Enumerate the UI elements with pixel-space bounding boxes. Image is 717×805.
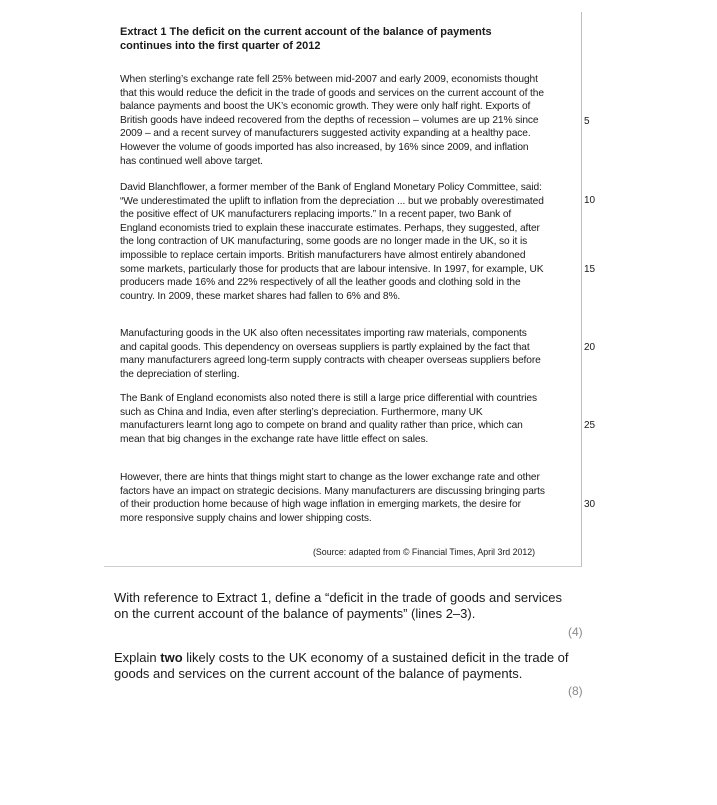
question-1-marks: (4): [568, 625, 583, 639]
source-citation: (Source: adapted from © Financial Times, April 3rd 2012): [313, 547, 536, 557]
question-2-marks: (8): [568, 684, 583, 698]
line-number-25: 25: [584, 420, 596, 431]
question-2-emphasis: two: [160, 650, 183, 665]
extract-paragraph-1: When sterling’s exchange rate fell 25% between mid-2007 and early 2009, economists thought that this would reduce the deficit in the trade of goods and services on the current account of the balance payments and boost the UK’s economic growth. They were only half right. Exports of British goods have indeed recovered from the depths of recession – volumes are up 21% since 2009 – and a recent survey of manufacturers suggested activity expanding at a healthy pace. However the volume of goods imported has also increased, by 16% since 2009, and inflation has continued well above target.: [120, 74, 544, 167]
extract-title: Extract 1 The deficit on the current account of the balance of payments continues into the first quarter of 2012: [120, 26, 492, 52]
line-number-5: 5: [584, 116, 590, 127]
extract-paragraph-5: However, there are hints that things might start to change as the lower exchange rate and other factors have an impact on strategic decisions. Many manufacturers are discussing bringing parts of their production home because of high wage inflation in emerging markets, the desire for more responsive supply chains and lower shipping costs.: [120, 472, 545, 524]
question-2: [114, 650, 574, 682]
question-1: With reference to Extract 1, define a “deficit in the trade of goods and services on the current account of the balance of payments” (lines 2–3).: [114, 590, 563, 621]
extract-paragraph-2: David Blanchflower, a former member of the Bank of England Monetary Policy Committee, said: “We underestimated the uplift to inflation from the depreciation ... but we probably overestimated the positive effect of UK manufacturers replacing imports.” In a recent paper, two Bank of England economists tried to explain these inaccurate estimates. Perhaps, they suggested, after the long contraction of UK manufacturing, some goods are no longer made in the UK, so it is impossible to replace certain imports. British manufacturers have almost entirely abandoned some markets, particularly those for products that are labour intensive. In 1997, for example, UK producers made 16% and 22% respectively of all the leather goods and clothing sold in the country. In 2009, these market shares had fallen to 6% and 8%.: [120, 182, 544, 302]
line-number-20: 20: [584, 342, 596, 353]
question-2-text-end: likely costs to the UK economy of a sustained deficit in the trade of goods and services on the current account of the balance of payments.: [114, 650, 569, 681]
line-number-15: 15: [584, 264, 596, 275]
extract-paragraph-3: Manufacturing goods in the UK also often necessitates importing raw materials, components and capital goods. This dependency on overseas suppliers is partly explained by the fact that many manufacturers agreed long-term supply contracts with cheaper overseas suppliers before the depreciation of sterling.: [120, 328, 541, 380]
line-number-30: 30: [584, 499, 596, 510]
line-number-10: 10: [584, 195, 596, 206]
question-2-text-start: Explain: [114, 650, 161, 665]
extract-paragraph-4: The Bank of England economists also noted there is still a large price differential with countries such as China and India, even after sterling’s depreciation. Furthermore, many UK manufacturers learnt long ago to compete on brand and quality rather than price, which can mean that big changes in the exchange rate have little effect on sales.: [120, 393, 537, 445]
